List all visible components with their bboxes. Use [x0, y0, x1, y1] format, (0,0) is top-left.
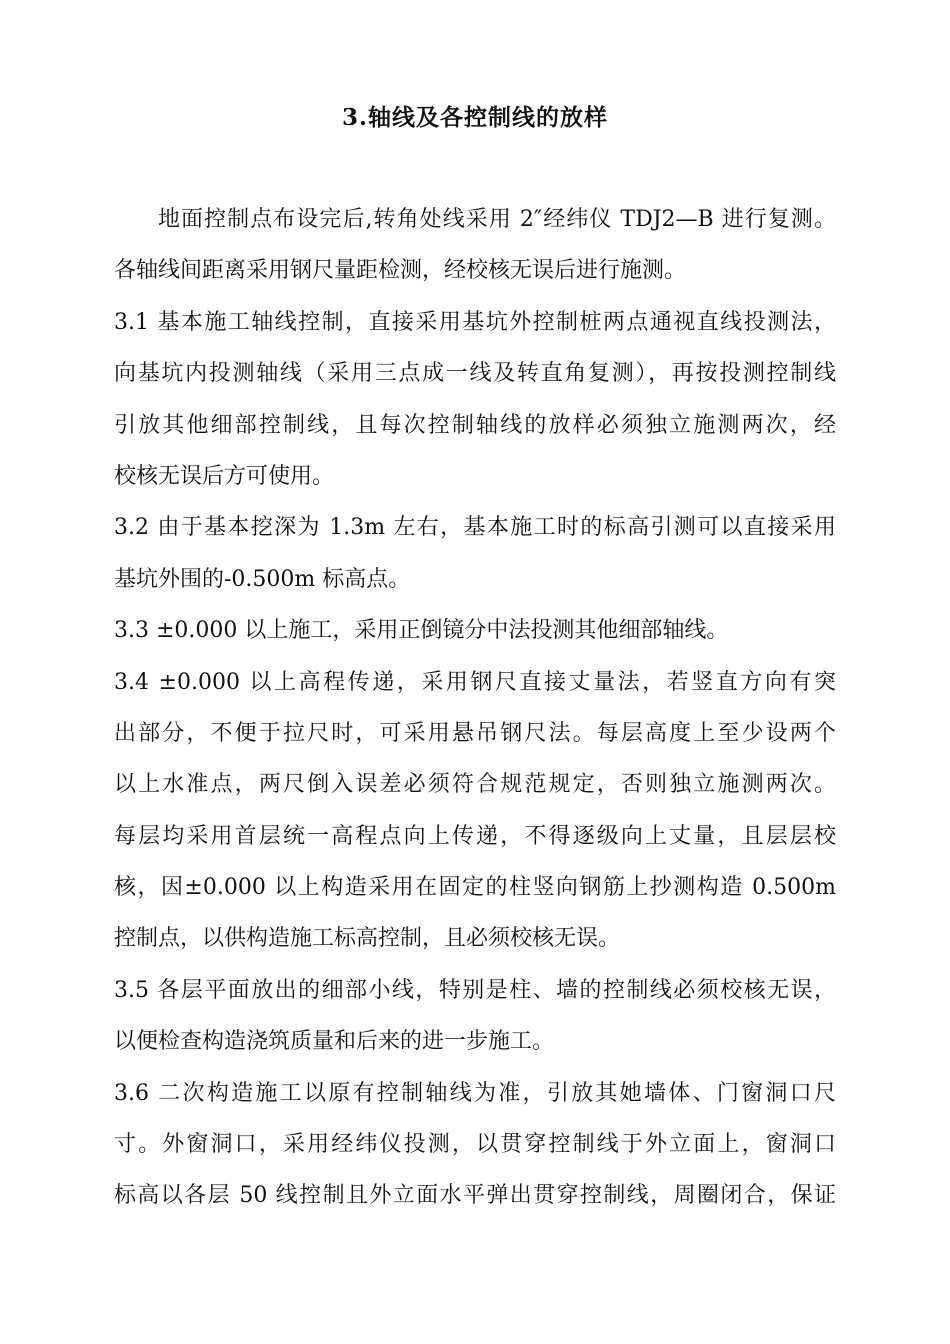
- text-line: 3.6 二次构造施工以原有控制轴线为准，引放其她墙体、门窗洞口尺: [114, 1080, 836, 1106]
- text-line: 以上水准点，两尺倒入误差必须符合规范规定，否则独立施测两次。: [114, 772, 836, 798]
- text-line: 标高以各层 50 线控制且外立面水平弹出贯穿控制线，周圈闭合，保证: [114, 1183, 836, 1209]
- text-line: 核，因±0.000 以上构造采用在固定的柱竖向钢筋上抄测构造 0.500m: [114, 875, 836, 901]
- text-line: 基坑外围的-0.500m 标高点。: [114, 566, 411, 592]
- text-line: 3.4 ±0.000 以上高程传递，采用钢尺直接丈量法，若竖直方向有突: [114, 669, 836, 695]
- text-line: 地面控制点布设完后,转角处线采用 2″经纬仪 TDJ2—B 进行复测。: [158, 207, 836, 232]
- body-text: [114, 194, 836, 1222]
- text-line: 以便检查构造浇筑质量和后来的进一步施工。: [114, 1029, 555, 1055]
- text-line: 3.1 基本施工轴线控制，直接采用基坑外控制桩两点通视直线投测法，: [114, 309, 836, 335]
- text-line: 3.3 ±0.000 以上施工，采用正倒镜分中法投测其他细部轴线。: [114, 618, 729, 644]
- text-line: 引放其他细部控制线，且每次控制轴线的放样必须独立施测两次，经: [114, 412, 836, 438]
- text-line: 各轴线间距离采用钢尺量距检测，经校核无误后进行施测。: [114, 258, 687, 284]
- text-line: 每层均采用首层统一高程点向上传递，不得逐级向上丈量，且层层校: [114, 823, 836, 849]
- text-line: 出部分，不便于拉尺时，可采用悬吊钢尺法。每层高度上至少设两个: [114, 720, 836, 746]
- text-line: 寸。外窗洞口，采用经纬仪投测，以贯穿控制线于外立面上，窗洞口: [114, 1132, 836, 1158]
- text-line: 3.5 各层平面放出的细部小线，特别是柱、墙的控制线必须校核无误，: [114, 977, 836, 1003]
- section-title: 3.轴线及各控制线的放样: [341, 104, 608, 131]
- text-line: 向基坑内投测轴线（采用三点成一线及转直角复测），再按投测控制线: [114, 361, 836, 387]
- text-line: 3.2 由于基本挖深为 1.3m 左右，基本施工时的标高引测可以直接采用: [114, 515, 836, 541]
- text-line: 校核无误后方可使用。: [114, 463, 335, 489]
- text-line: 控制点，以供构造施工标高控制，且必须校核无误。: [114, 926, 621, 952]
